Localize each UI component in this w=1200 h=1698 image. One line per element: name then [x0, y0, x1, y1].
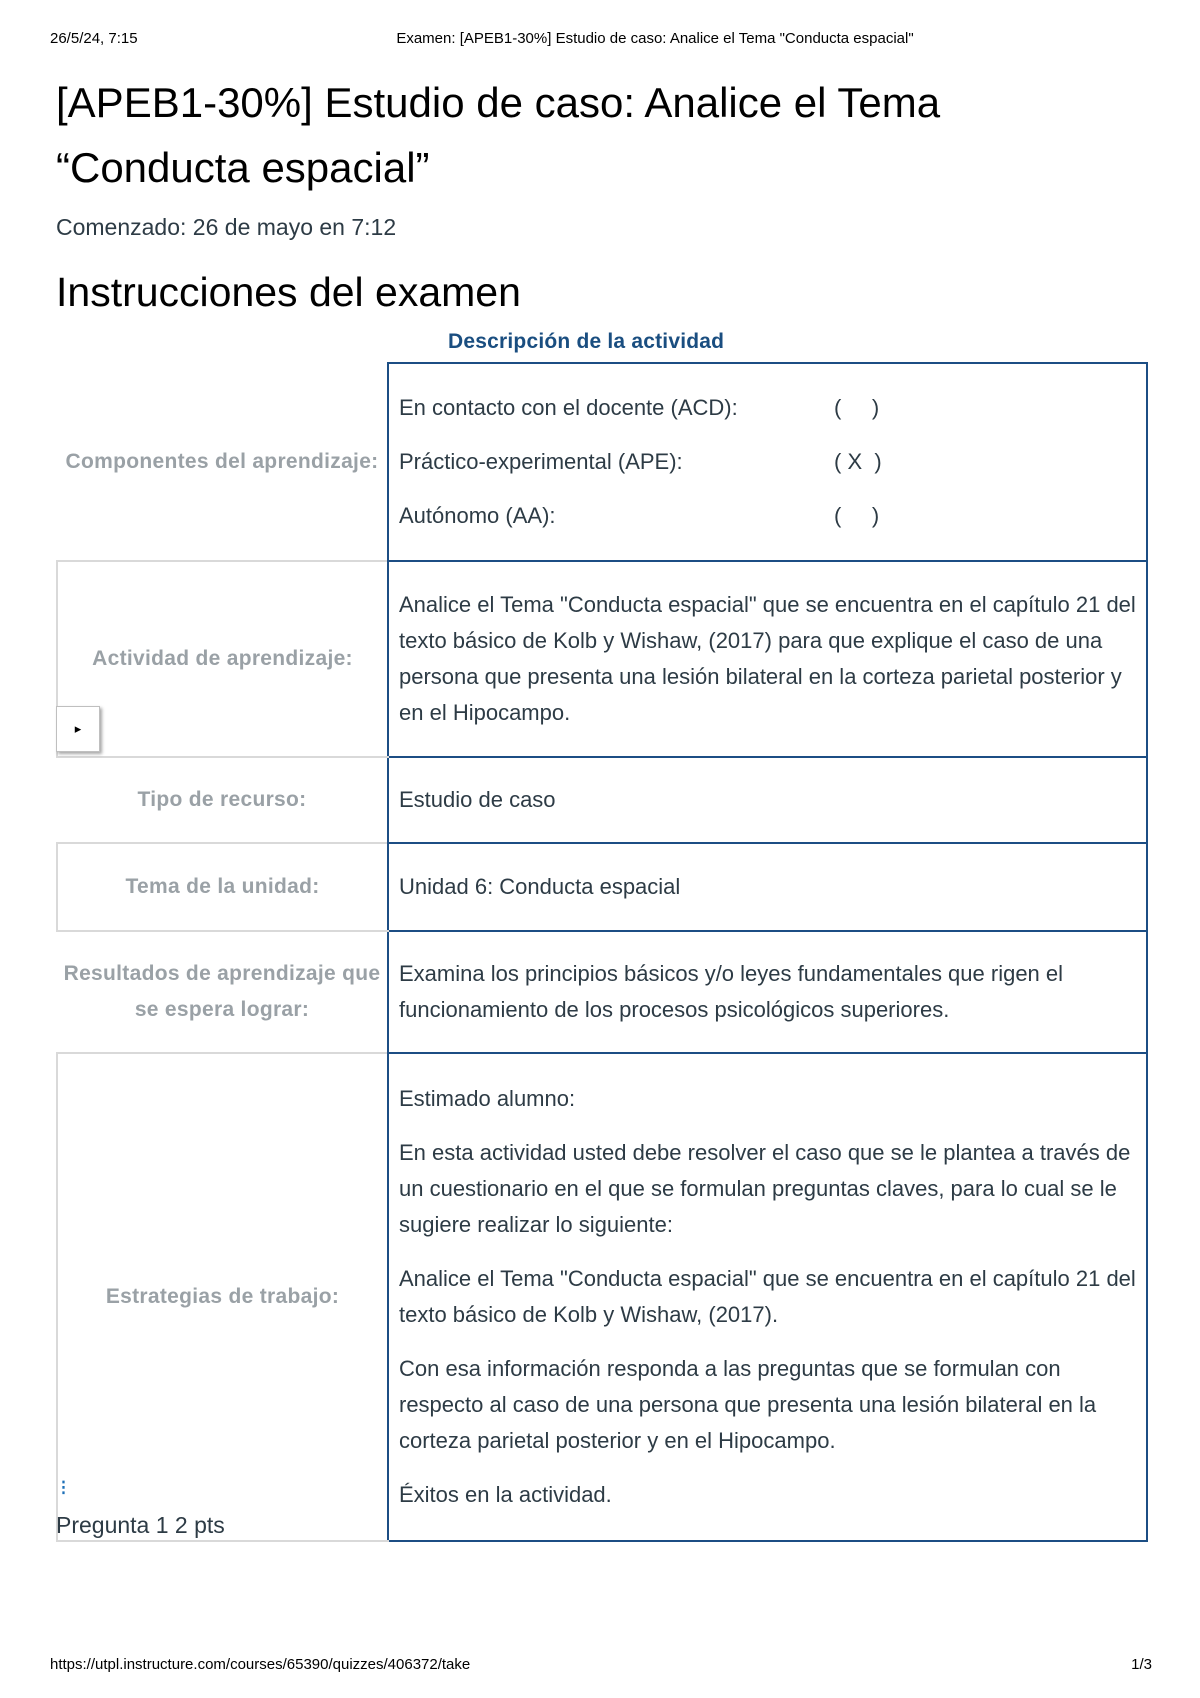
unit-topic-text: Unidad 6: Conducta espacial — [388, 843, 1147, 931]
strategy-paragraph: Éxitos en la actividad. — [399, 1482, 612, 1507]
component-item — [399, 444, 1136, 480]
play-icon: ▸ — [74, 721, 82, 736]
print-title: Examen: [APEB1-30%] Estudio de caso: Analice el Tema "Conducta espacial" — [396, 30, 914, 47]
print-date: 26/5/24, 7:15 — [50, 30, 138, 47]
components-label: Componentes del aprendizaje: — [65, 449, 379, 473]
drag-handle-icon[interactable]: ⁝ — [60, 1475, 67, 1500]
activity-heading: Descripción de la actividad — [448, 330, 725, 353]
strategy-paragraph: Estimado alumno: — [399, 1086, 576, 1111]
strategy-paragraph: Con esa información responda a las preguntas que se formulan con respecto al caso de una persona que presenta una lesión bilateral en la corteza parietal posterior y en el Hipocampo. — [399, 1356, 1097, 1453]
work-strategies-cell — [388, 1053, 1147, 1541]
resource-type-text: Estudio de caso — [388, 757, 1147, 843]
learning-activity-row — [57, 561, 1147, 757]
expected-results-text: Examina los principios básicos y/o leyes fundamentales que rigen el funcionamiento de los procesos psicológicos superiores. — [388, 931, 1147, 1053]
component-mark: ( X ) — [834, 449, 882, 474]
unit-topic-row — [57, 843, 1147, 931]
expected-results-row — [57, 931, 1147, 1053]
work-strategies-label: Estrategias de trabajo: — [57, 1053, 388, 1541]
print-header — [0, 26, 1200, 48]
main-content — [56, 70, 1156, 316]
component-mark: ( ) — [834, 503, 880, 528]
component-item — [399, 390, 1136, 426]
component-label: Práctico-experimental (APE): — [399, 449, 683, 474]
activity-table — [56, 362, 1148, 1542]
strategy-paragraph: Analice el Tema "Conducta espacial" que se encuentra en el capítulo 21 del texto básico de Kolb y Wishaw, (2017). — [399, 1266, 1136, 1327]
print-url: https://utpl.instructure.com/courses/65390/quizzes/406372/take — [50, 1656, 471, 1673]
page-number: 1/3 — [1131, 1656, 1152, 1673]
learning-activity-label: Actividad de aprendizaje: — [57, 561, 388, 757]
components-cell — [388, 363, 1147, 561]
play-button[interactable] — [56, 706, 100, 752]
learning-activity-text: Analice el Tema "Conducta espacial" que se encuentra en el capítulo 21 del texto básico de Kolb y Wishaw, (2017) para que explique el caso de una persona que presenta una lesión bilateral en la corteza parietal posterior y en el Hipocampo. — [388, 561, 1147, 757]
resource-type-label: Tipo de recurso: — [137, 788, 307, 811]
question-label: Pregunta 1 2 pts — [56, 1512, 225, 1538]
work-strategies-row — [57, 1053, 1147, 1541]
unit-topic-label: Tema de la unidad: — [57, 843, 388, 931]
component-label: Autónomo (AA): — [399, 503, 556, 528]
instructions-heading: Instrucciones del examen — [56, 269, 521, 315]
started-timestamp: Comenzado: 26 de mayo en 7:12 — [56, 214, 397, 240]
strategy-paragraph: En esta actividad usted debe resolver el caso que se le plantea a través de un cuestionario en el que se formulan preguntas claves, para lo cual se le sugiere realizar lo siguiente: — [399, 1140, 1131, 1237]
resource-type-row — [57, 757, 1147, 843]
component-label: En contacto con el docente (ACD): — [399, 395, 738, 420]
component-item — [399, 498, 1136, 534]
expected-results-label: Resultados de aprendizaje que se espera lograr: — [63, 962, 381, 1021]
component-mark: ( ) — [834, 395, 880, 420]
page-title: [APEB1-30%] Estudio de caso: Analice el Tema “Conducta espacial” — [56, 79, 941, 191]
components-row — [57, 363, 1147, 561]
